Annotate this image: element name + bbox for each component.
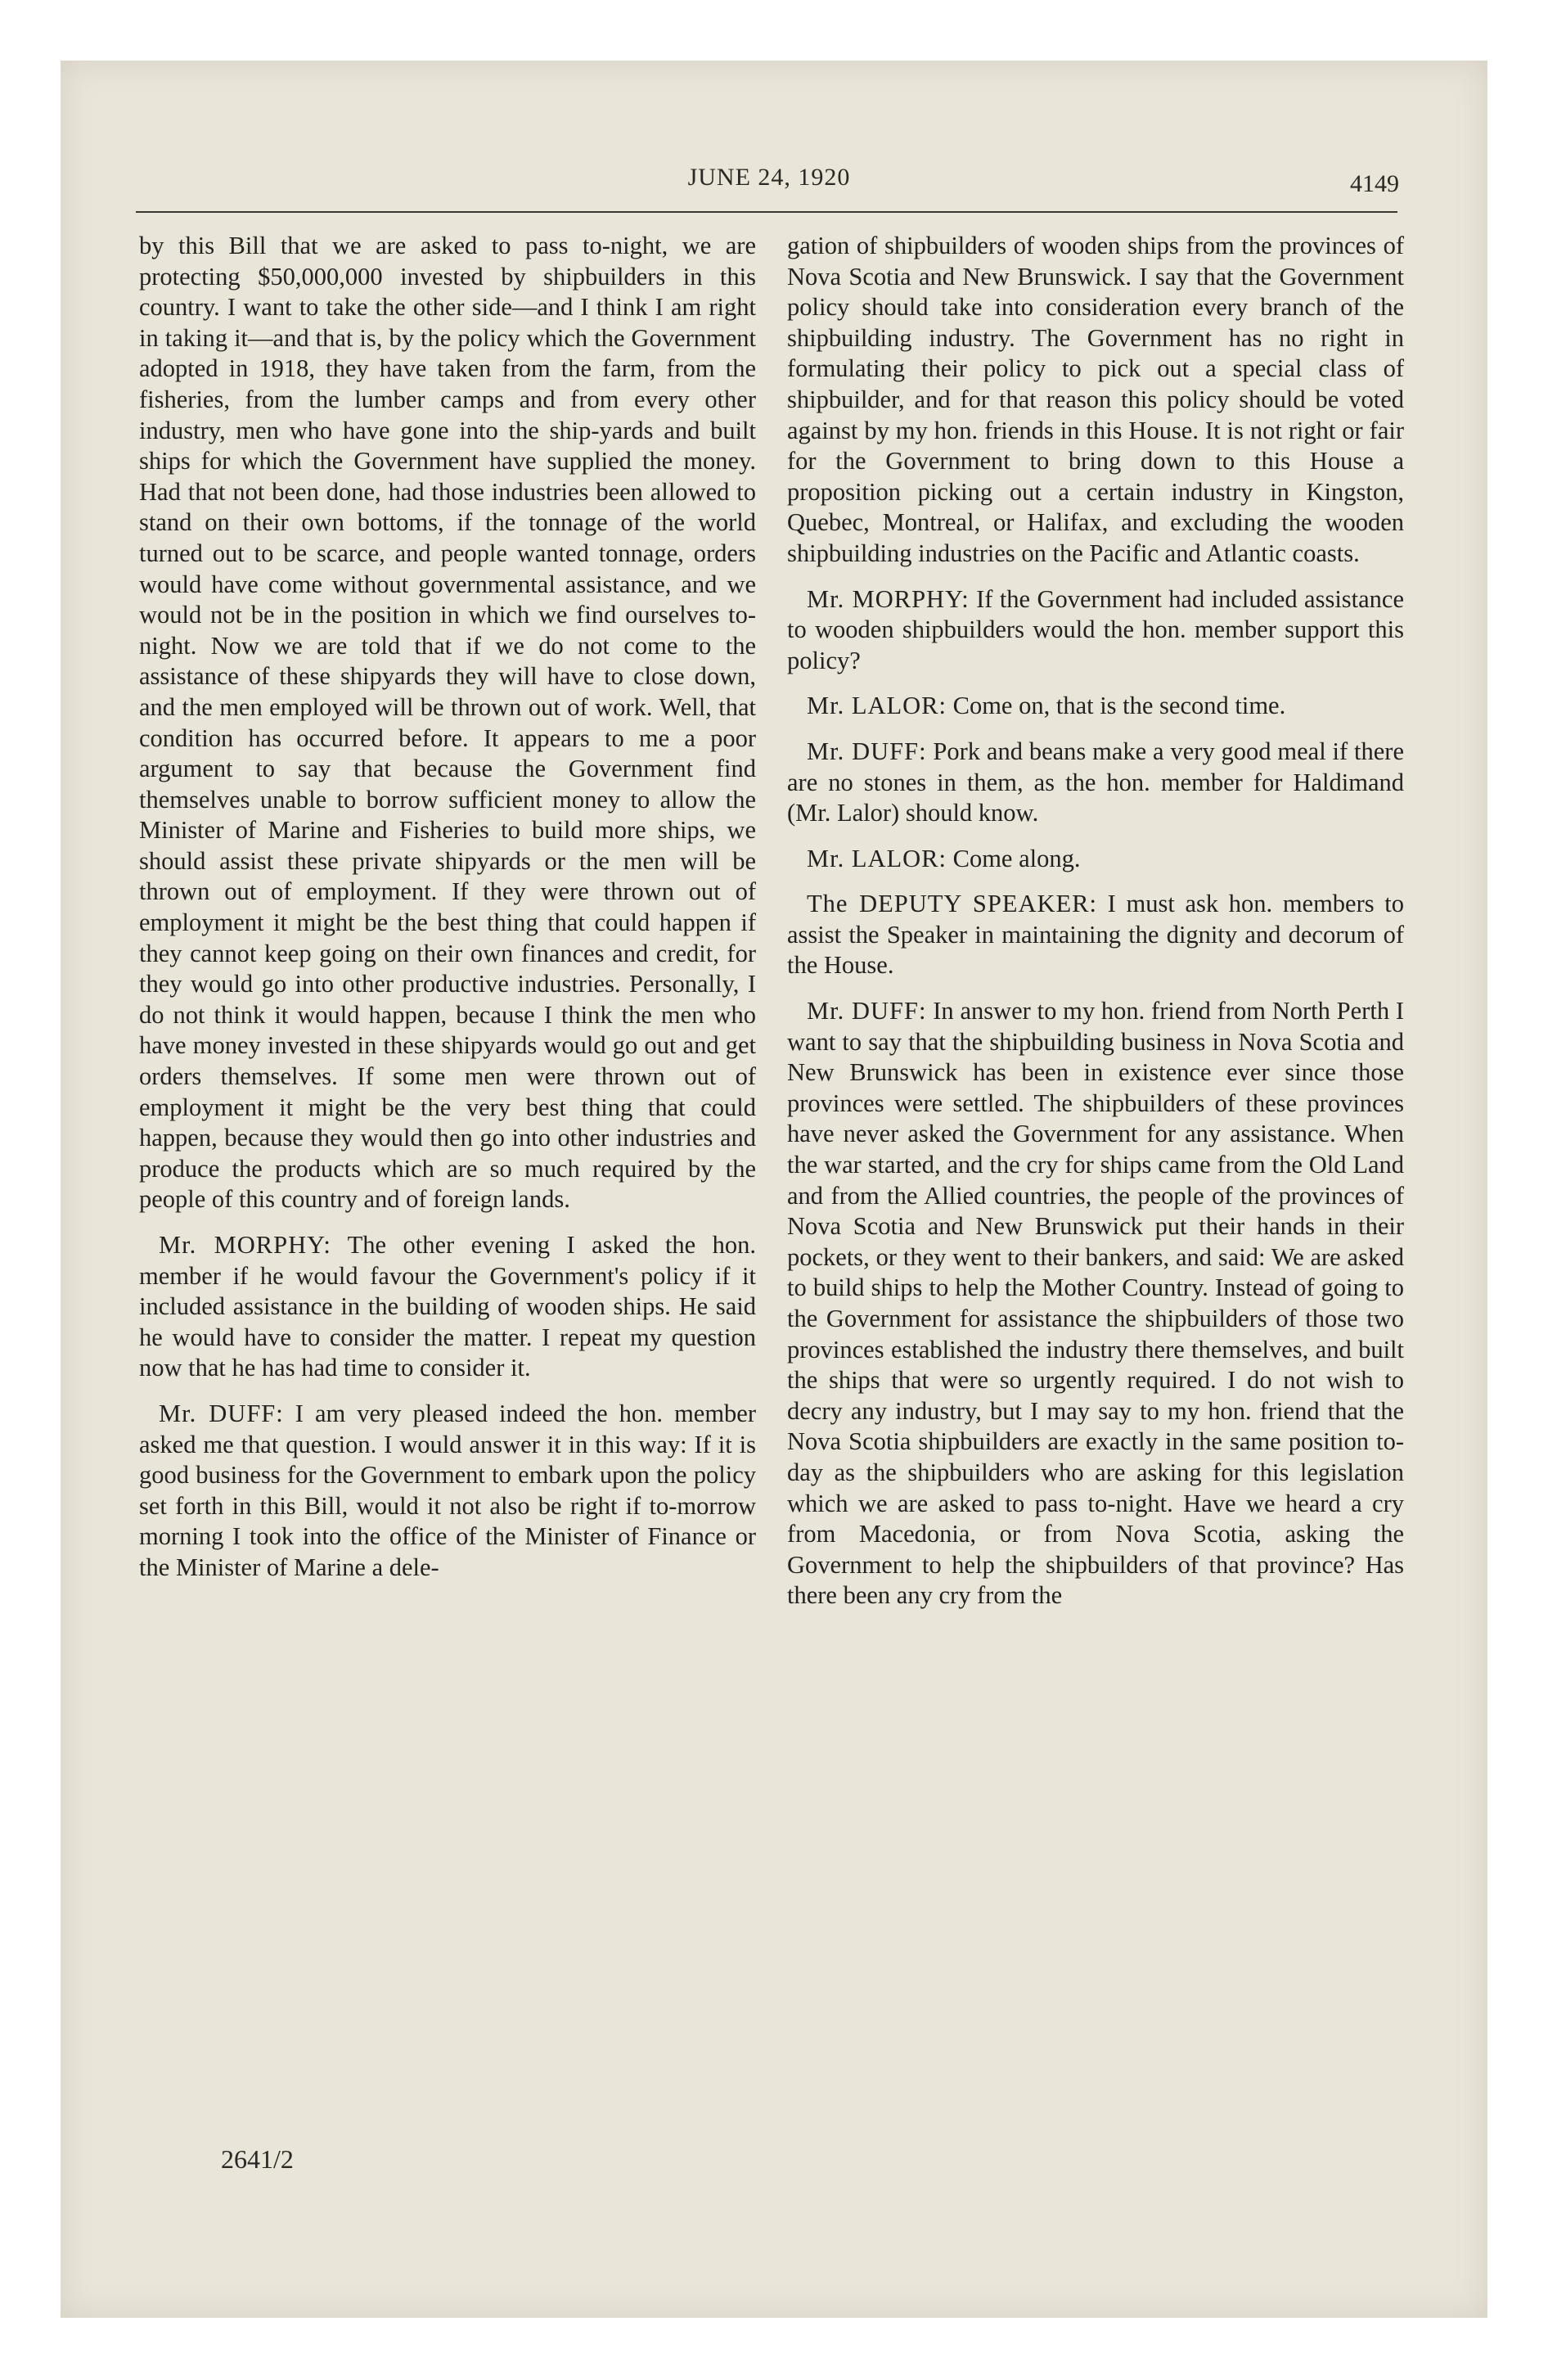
paragraph	[139, 1399, 756, 1584]
running-header	[139, 164, 1399, 205]
speaker-name: Mr. DUFF:	[807, 737, 927, 765]
speaker-name: Mr. LALOR:	[807, 692, 947, 720]
paragraph	[787, 231, 1404, 570]
paragraph-text: The other evening I asked the hon. member if he would favour the Government's policy if it included assistance in the building of wooden ships. He said he would have to consider the matter. I repeat my question now that he has had time to consider it.	[139, 1231, 756, 1382]
paragraph	[787, 737, 1404, 829]
left-column	[139, 231, 756, 1598]
paragraph	[787, 996, 1404, 1611]
paragraph-text: Pork and beans make a very good meal if there are no stones in them, as the hon. member for Haldimand (Mr. Lalor) should know.	[787, 737, 1404, 827]
paragraph	[139, 231, 756, 1215]
speaker-name: Mr. LALOR:	[807, 844, 947, 872]
paragraph-text: by this Bill that we are asked to pass to-night, we are protecting $50,000,000 invested by shipbuilders in this country. I want to take the other side—and I think I am right in taking it—and that is, by the policy which the Government adopted in 1918, they have taken from the farm, from the fisheries, from the lumber camps and from every other industry, men who have gone into the ship-yards and built ships for which the Government have supplied the money. Had that not been done, had those industries been allowed to stand on their own bottoms, if the tonnage of the world turned out to be scarce, and people wanted tonnage, orders would have come without governmental assistance, and we would not be in the position in which we find ourselves to-night. Now we are told that if we do not come to the assistance of these shipyards they will have to close down, and the men employed will be thrown out of work. Well, that condition has occurred before. It appears to me a poor argument to say that because the Government find themselves unable to borrow sufficient money to allow the Minister of Marine and Fisheries to build more ships, we should assist these private shipyards or the men will be thrown out of employment. If they were thrown out of employment it might be the best thing that could happen if they cannot keep going on their own finances and credit, for they would go into other productive industries. Personally, I do not think it would happen, because I think the men who have money invested in these shipyards would go out and get orders themselves. If some men were thrown out of employment it might be the very best thing that could happen, because they would then go into other industries and produce the products which are so much required by the people of this country and of foreign lands.	[139, 232, 756, 1214]
paragraph-text: In answer to my hon. friend from North Perth I want to say that the shipbuilding business in Nova Scotia and New Brunswick has been in existence ever since those provinces were settled. The shipbuilders of these provinces have never asked the Government for any assistance. When the war started, and the cry for ships came from the Old Land and from the Allied countries, the people of the provinces of Nova Scotia and New Brunswick put their hands in their pockets, or they went to their bankers, and said: We are asked to build ships to help the Mother Country. Instead of going to the Government for assistance the shipbuilders of those two provinces established the industry there themselves, and built the ships that were so urgently required. I do not wish to decry any industry, but I may say to my hon. friend that the Nova Scotia shipbuilders are exactly in the same position to-day as the shipbuilders who are asking for this legislation which we are asked to pass to-night. Have we heard a cry from Macedonia, or from Nova Scotia, asking the Government to help the shipbuilders of that province? Has there been any cry from the	[787, 997, 1405, 1610]
speaker-name: Mr. MORPHY:	[159, 1231, 331, 1259]
paragraph	[787, 691, 1404, 722]
header-rule	[136, 211, 1397, 213]
speaker-name: The DEPUTY SPEAKER:	[807, 890, 1097, 918]
paragraph	[787, 844, 1404, 875]
paragraph-text: I am very pleased indeed the hon. member asked me that question. I would answer it in this way: If it is good business for the Government to embark upon the policy set forth in this Bill, would it not also be right if to-morrow morning I took into the office of the Minister of Finance or the Minister of Marine a dele-	[139, 1399, 757, 1581]
speaker-name: Mr. DUFF:	[159, 1399, 284, 1427]
speaker-name: Mr. DUFF:	[807, 997, 927, 1025]
right-column	[787, 231, 1404, 1626]
paragraph-text: Come along.	[952, 844, 1081, 872]
paragraph	[787, 889, 1404, 981]
speaker-name: Mr. MORPHY:	[807, 584, 970, 613]
paragraph-text: Come on, that is the second time.	[952, 692, 1286, 720]
paragraph-text: If the Government had included assistance to wooden shipbuilders would the hon. member support this policy?	[787, 584, 1405, 674]
paragraph	[787, 584, 1404, 677]
paragraph	[139, 1230, 756, 1384]
page-number: 4149	[1350, 170, 1399, 197]
header-date: JUNE 24, 1920	[687, 164, 851, 191]
paragraph-text: gation of shipbuilders of wooden ships from the provinces of Nova Scotia and New Brunswick. I say that the Government policy should take into consideration every branch of the shipbuilding industry. The Government has no right in formulating their policy to pick out a special class of shipbuilder, and for that reason this policy should be voted against by my hon. friends in this House. It is not right or fair for the Government to bring down to this House a proposition picking out a certain industry in Kingston, Quebec, Montreal, or Halifax, and excluding the wooden shipbuilding industries on the Pacific and Atlantic coasts.	[787, 232, 1404, 567]
paragraph-text: I must ask hon. members to assist the Speaker in maintaining the dignity and decorum of the House.	[787, 890, 1405, 980]
folio-mark: 2641/2	[221, 2144, 294, 2174]
